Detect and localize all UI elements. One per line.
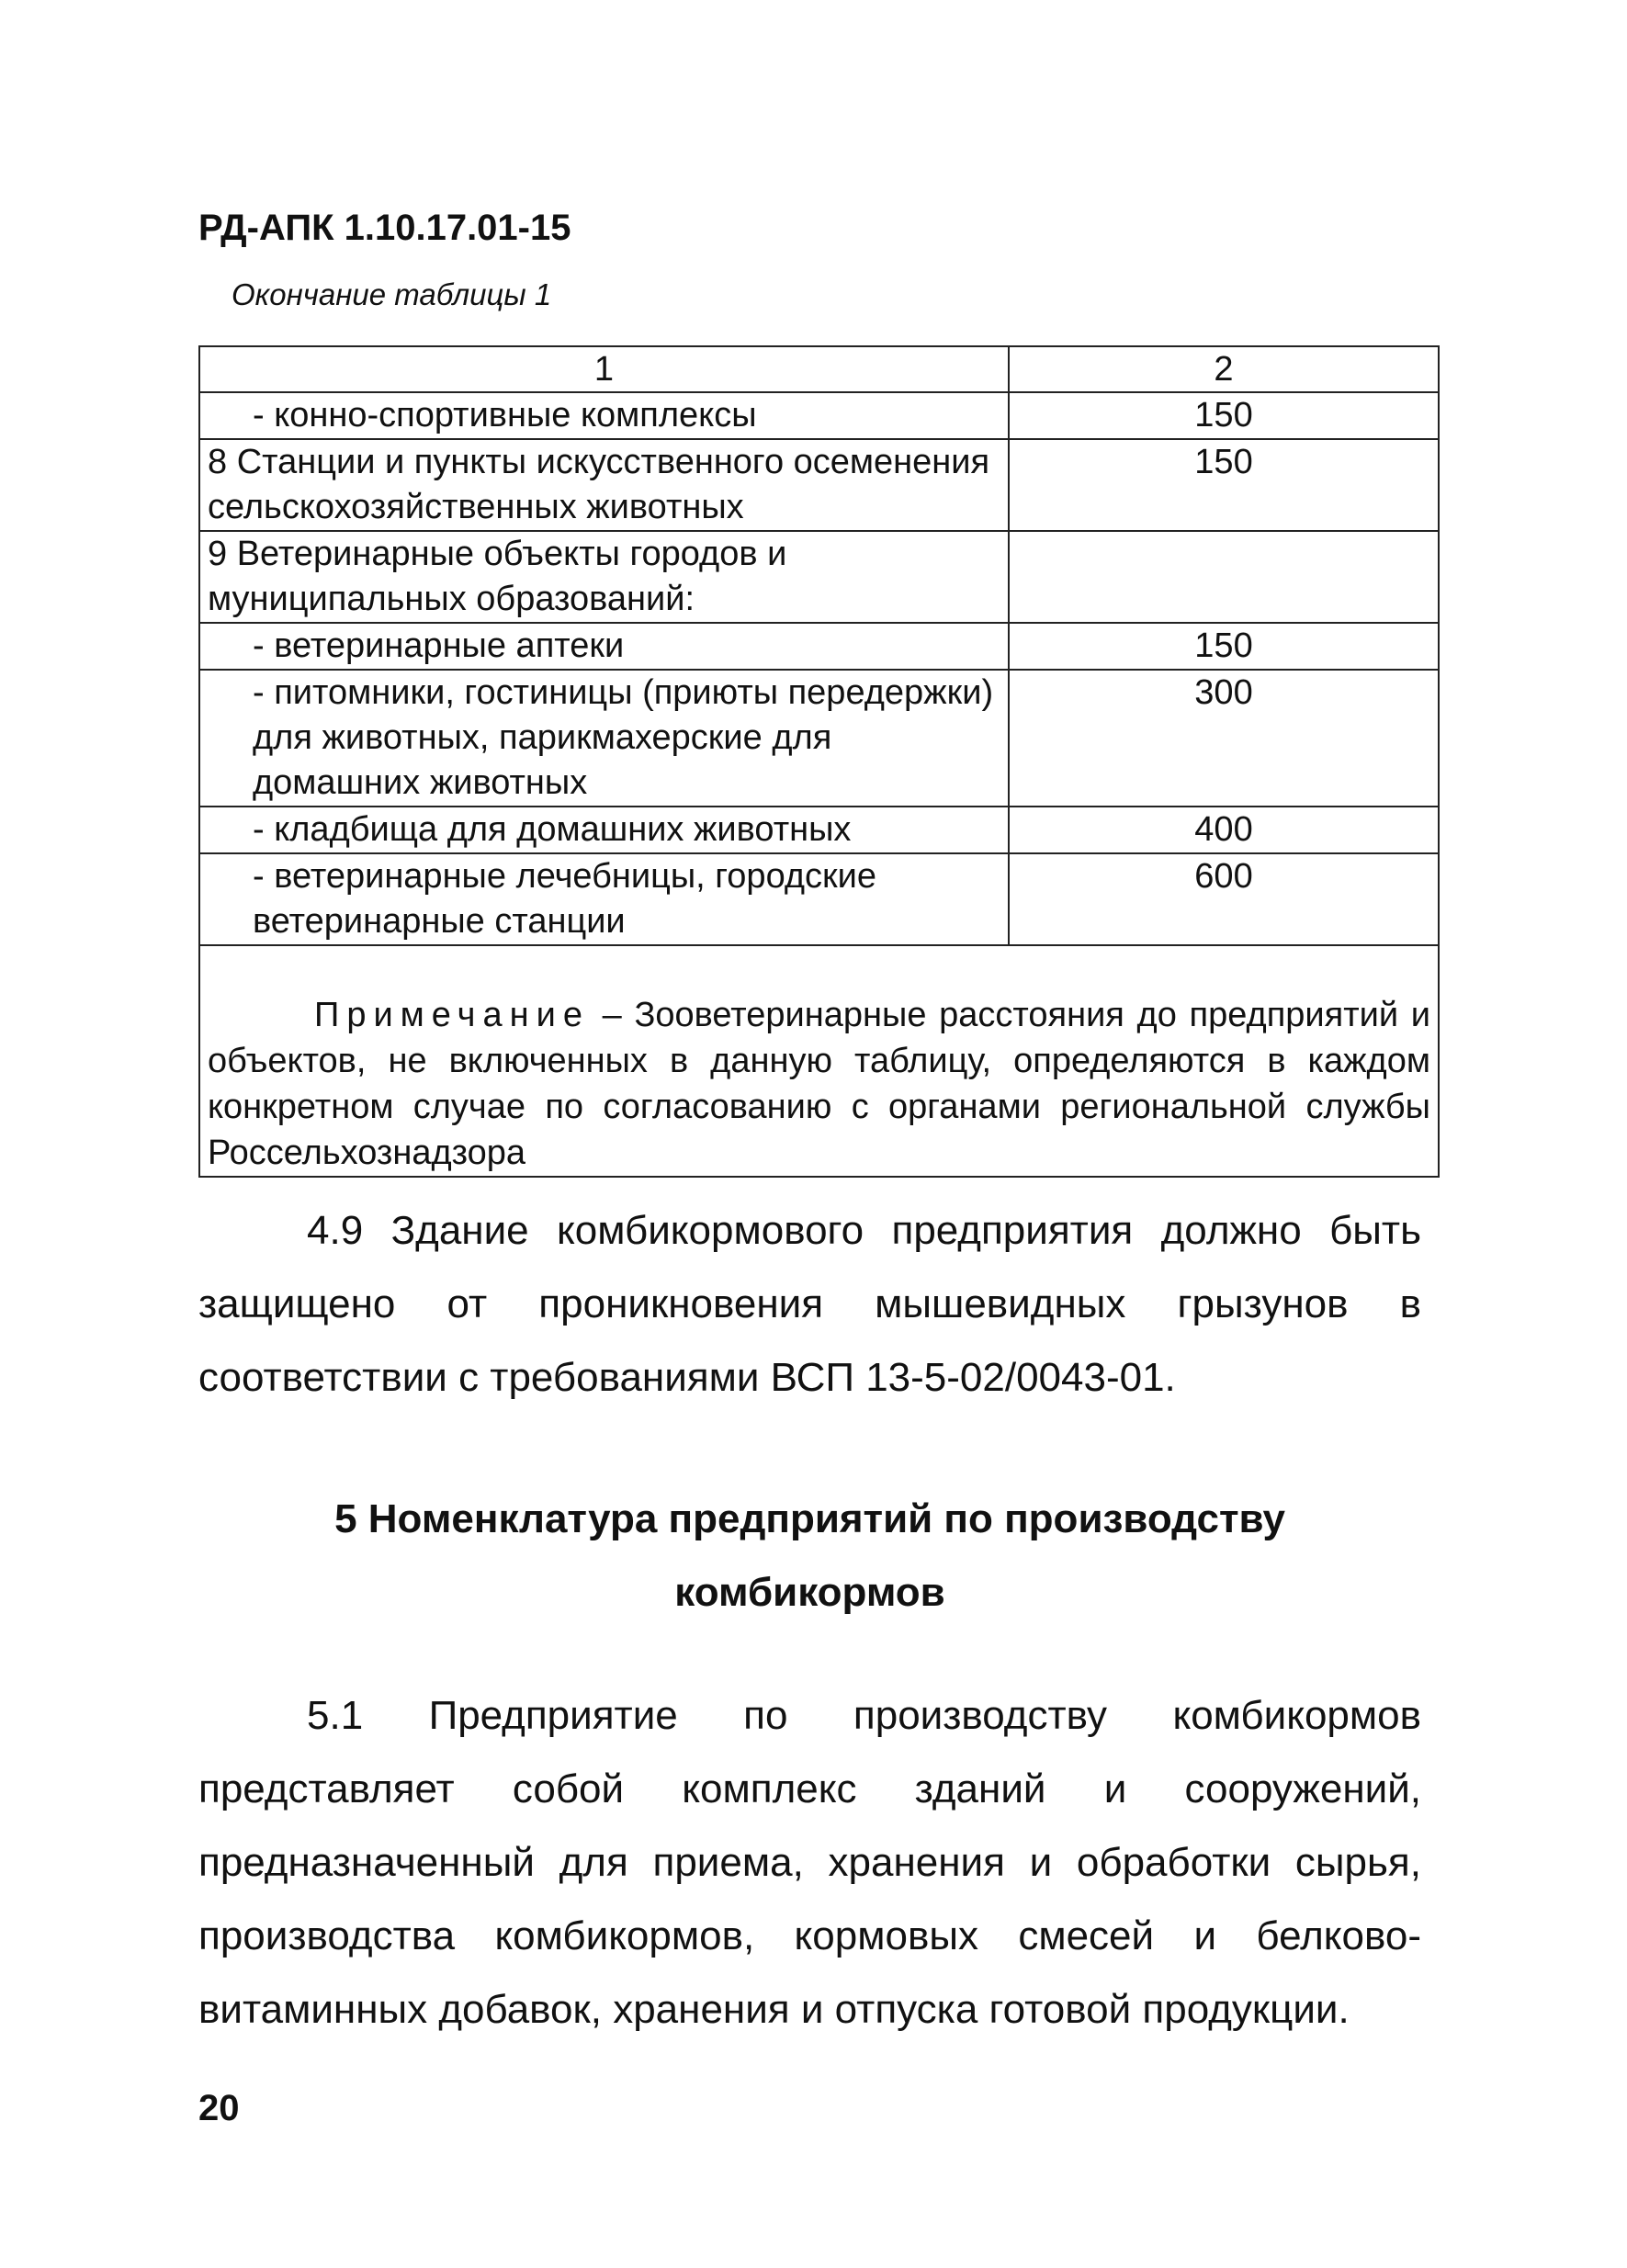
table-row <box>199 807 1439 853</box>
row-value: 300 <box>1009 670 1439 807</box>
row-value: 150 <box>1009 439 1439 531</box>
row-name: - ветеринарные лечебницы, городские ветеринарные станции <box>199 853 1009 945</box>
column-header-2: 2 <box>1009 346 1439 392</box>
document-code: РД-АПК 1.10.17.01-15 <box>198 208 571 248</box>
table-row <box>199 392 1439 439</box>
table-row <box>199 439 1439 531</box>
table-note-row <box>199 945 1439 1177</box>
table-header-row <box>199 346 1439 392</box>
row-value: 150 <box>1009 623 1439 670</box>
paragraph-5-1: 5.1 Предприятие по производству комбикормов представляет собой комплекс зданий и сооружений, предназначенный для приема, хранения и обработки сырья, производства комбикормов, кормовых смесей и белково-витаминных добавок, хранения и отпуска готовой продукции. <box>198 1693 1421 2032</box>
row-value: 150 <box>1009 392 1439 439</box>
section-heading-continued: комбикормов <box>674 1570 945 1615</box>
row-name: 9 Ветеринарные объекты городов и муниципальных образований: <box>199 531 1009 623</box>
row-name: - конно-спортивные комплексы <box>199 392 1009 439</box>
row-value <box>1009 531 1439 623</box>
row-name: - питомники, гостиницы (приюты передержки) для животных, парикмахерские для домашних животных <box>199 670 1009 807</box>
table-caption: Окончание таблицы 1 <box>232 277 552 311</box>
row-value: 400 <box>1009 807 1439 853</box>
section-heading: 5 Номенклатура предприятий по производству <box>334 1496 1285 1541</box>
table-row <box>199 623 1439 670</box>
note-label: Примечание <box>314 996 590 1034</box>
table-note <box>199 945 1439 1177</box>
column-header-1: 1 <box>199 346 1009 392</box>
page-number: 20 <box>198 2088 240 2128</box>
paragraph-4-9: 4.9 Здание комбикормового предприятия должно быть защищено от проникновения мышевидных грызунов в соответствии с требованиями ВСП 13-5-02/0043-01. <box>198 1208 1421 1400</box>
note-text: – Зооветеринарные расстояния до предприятий и объектов, не включенных в данную таблицу, определяются в каждом конкретном случае по согласованию с органами региональной службы Россельхознадзора <box>208 996 1430 1172</box>
table-row <box>199 853 1439 945</box>
table-row <box>199 670 1439 807</box>
data-table <box>198 345 1440 1178</box>
row-name: - ветеринарные аптеки <box>199 623 1009 670</box>
table-row <box>199 531 1439 623</box>
row-name: 8 Станции и пункты искусственного осеменения сельскохозяйственных животных <box>199 439 1009 531</box>
row-name: - кладбища для домашних животных <box>199 807 1009 853</box>
row-value: 600 <box>1009 853 1439 945</box>
